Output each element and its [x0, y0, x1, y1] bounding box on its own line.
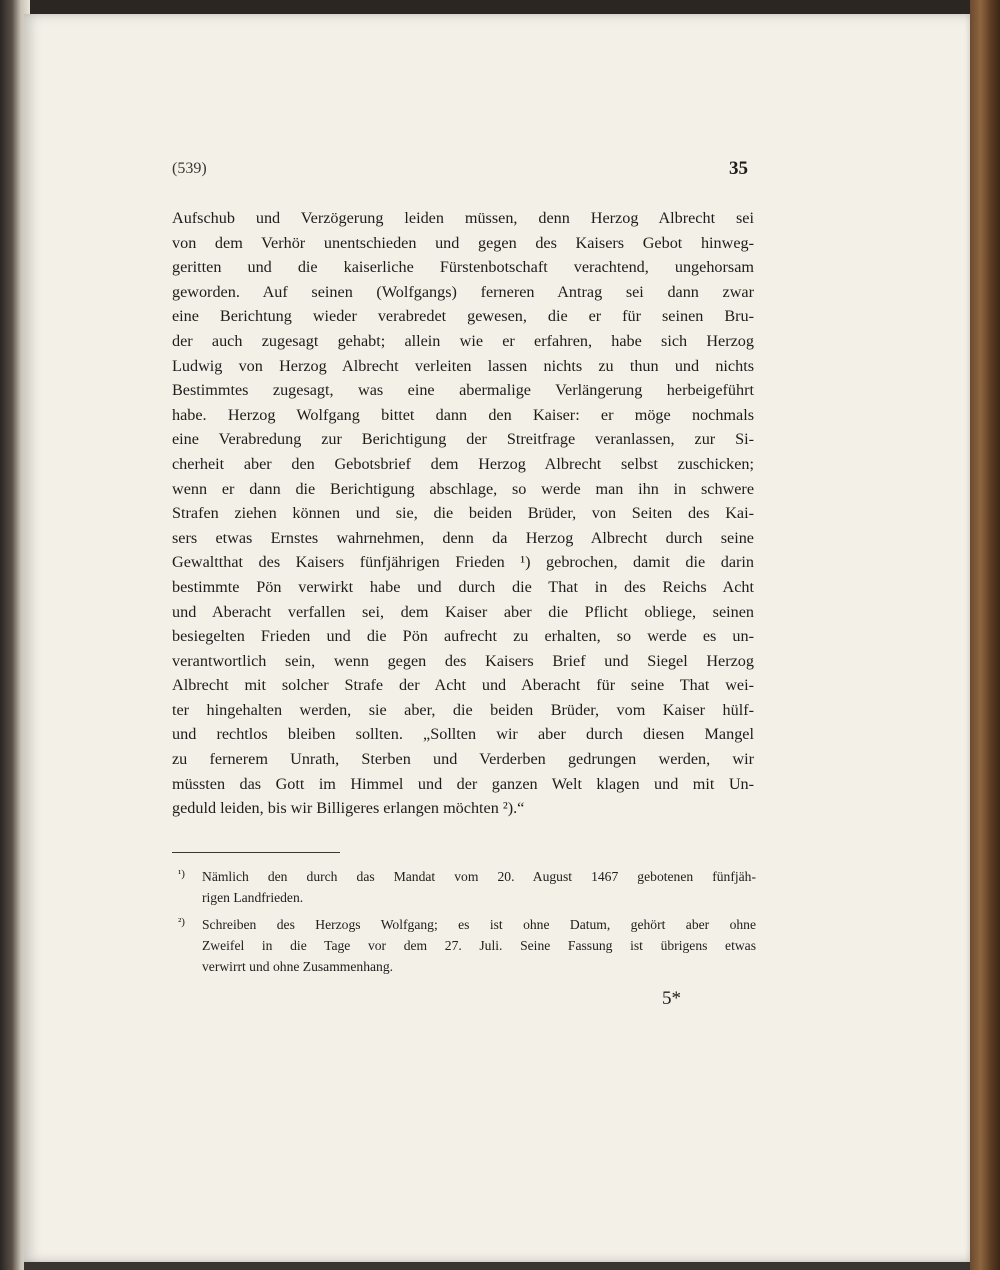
signature-mark: 5* [662, 988, 681, 1009]
footnote-line: rigen Landfrieden. [202, 890, 304, 905]
text-line: ter hingehalten werden, sie aber, die beiden Brüder, vom Kaiser hülf- [172, 700, 754, 719]
text-line: besiegelten Frieden und die Pön aufrecht zu erhalten, so werde es un- [172, 627, 754, 646]
text-line: Gewaltthat des Kaisers fünfjährigen Frieden ¹) gebrochen, damit die darin [172, 553, 754, 572]
text-line: von dem Verhör unentschieden und gegen des Kaisers Gebot hinweg- [172, 233, 754, 252]
text-line: und rechtlos bleiben sollten. „Sollten wir aber durch diesen Mangel [172, 725, 754, 744]
body-text [172, 206, 754, 821]
text-line: eine Verabredung zur Berichtigung der Streitfrage veranlassen, zur Si- [172, 430, 754, 449]
running-header [172, 160, 748, 186]
footnote-line: Zweifel in die Tage vor dem 27. Juli. Seine Fassung ist übrigens etwas [202, 938, 756, 953]
text-line: bestimmte Pön verwirkt habe und durch die That in des Reichs Acht [172, 577, 754, 596]
text-line: habe. Herzog Wolfgang bittet dann den Kaiser: er möge nochmals [172, 405, 754, 424]
text-line: Bestimmtes zugesagt, was eine abermalige Verlängerung herbeigeführt [172, 381, 754, 400]
book-cover-edge [970, 0, 1000, 1270]
page-bottom-edge [24, 1262, 970, 1270]
footnote-line: verwirrt und ohne Zusammenhang. [202, 959, 394, 974]
text-line: geduld leiden, bis wir Billigeres erlangen möchten ²).“ [172, 799, 525, 818]
footnote [172, 866, 756, 908]
text-line: geworden. Auf seinen (Wolfgangs) ferneren Antrag sei dann zwar [172, 282, 754, 301]
page-number: 35 [729, 158, 748, 179]
footnote-mark: ¹) [178, 868, 185, 880]
footnote-line: Schreiben des Herzogs Wolfgang; es ist ohne Datum, gehört aber ohne [202, 917, 756, 932]
footnote-separator [172, 852, 340, 853]
original-page-reference: (539) [172, 160, 207, 177]
footnotes [172, 866, 756, 983]
text-line: der auch zugesagt gehabt; allein wie er erfahren, habe sich Herzog [172, 331, 754, 350]
text-line: Albrecht mit solcher Strafe der Acht und Aberacht für seine That wei- [172, 676, 754, 695]
text-line: verantwortlich sein, wenn gegen des Kaisers Brief und Siegel Herzog [172, 651, 754, 670]
text-line: sers etwas Ernstes wahrnehmen, denn da Herzog Albrecht durch seine [172, 528, 754, 547]
text-line: Ludwig von Herzog Albrecht verleiten lassen nichts zu thun und nichts [172, 356, 754, 375]
text-line: wenn er dann die Berichtigung abschlage, so werde man ihn in schwere [172, 479, 754, 498]
text-line: und Aberacht verfallen sei, dem Kaiser aber die Pflicht obliege, seinen [172, 602, 754, 621]
footnote-line: Nämlich den durch das Mandat vom 20. August 1467 gebotenen fünfjäh- [202, 869, 756, 884]
text-line: müssten das Gott im Himmel und der ganzen Welt klagen und mit Un- [172, 774, 754, 793]
text-line: Aufschub und Verzögerung leiden müssen, denn Herzog Albrecht sei [172, 209, 754, 227]
text-line: cherheit aber den Gebotsbrief dem Herzog Albrecht selbst zuschicken; [172, 454, 754, 473]
text-line: Strafen ziehen können und sie, die beiden Brüder, von Seiten des Kai- [172, 504, 754, 523]
text-line: zu fernerem Unrath, Sterben und Verderben gedrungen werden, wir [172, 750, 754, 769]
text-line: eine Berichtung wieder verabredet gewesen, die er für seinen Bru- [172, 307, 754, 326]
footnote-mark: ²) [178, 916, 185, 928]
footnote [172, 914, 756, 977]
text-line: geritten und die kaiserliche Fürstenbotschaft verachtend, ungehorsam [172, 258, 754, 277]
